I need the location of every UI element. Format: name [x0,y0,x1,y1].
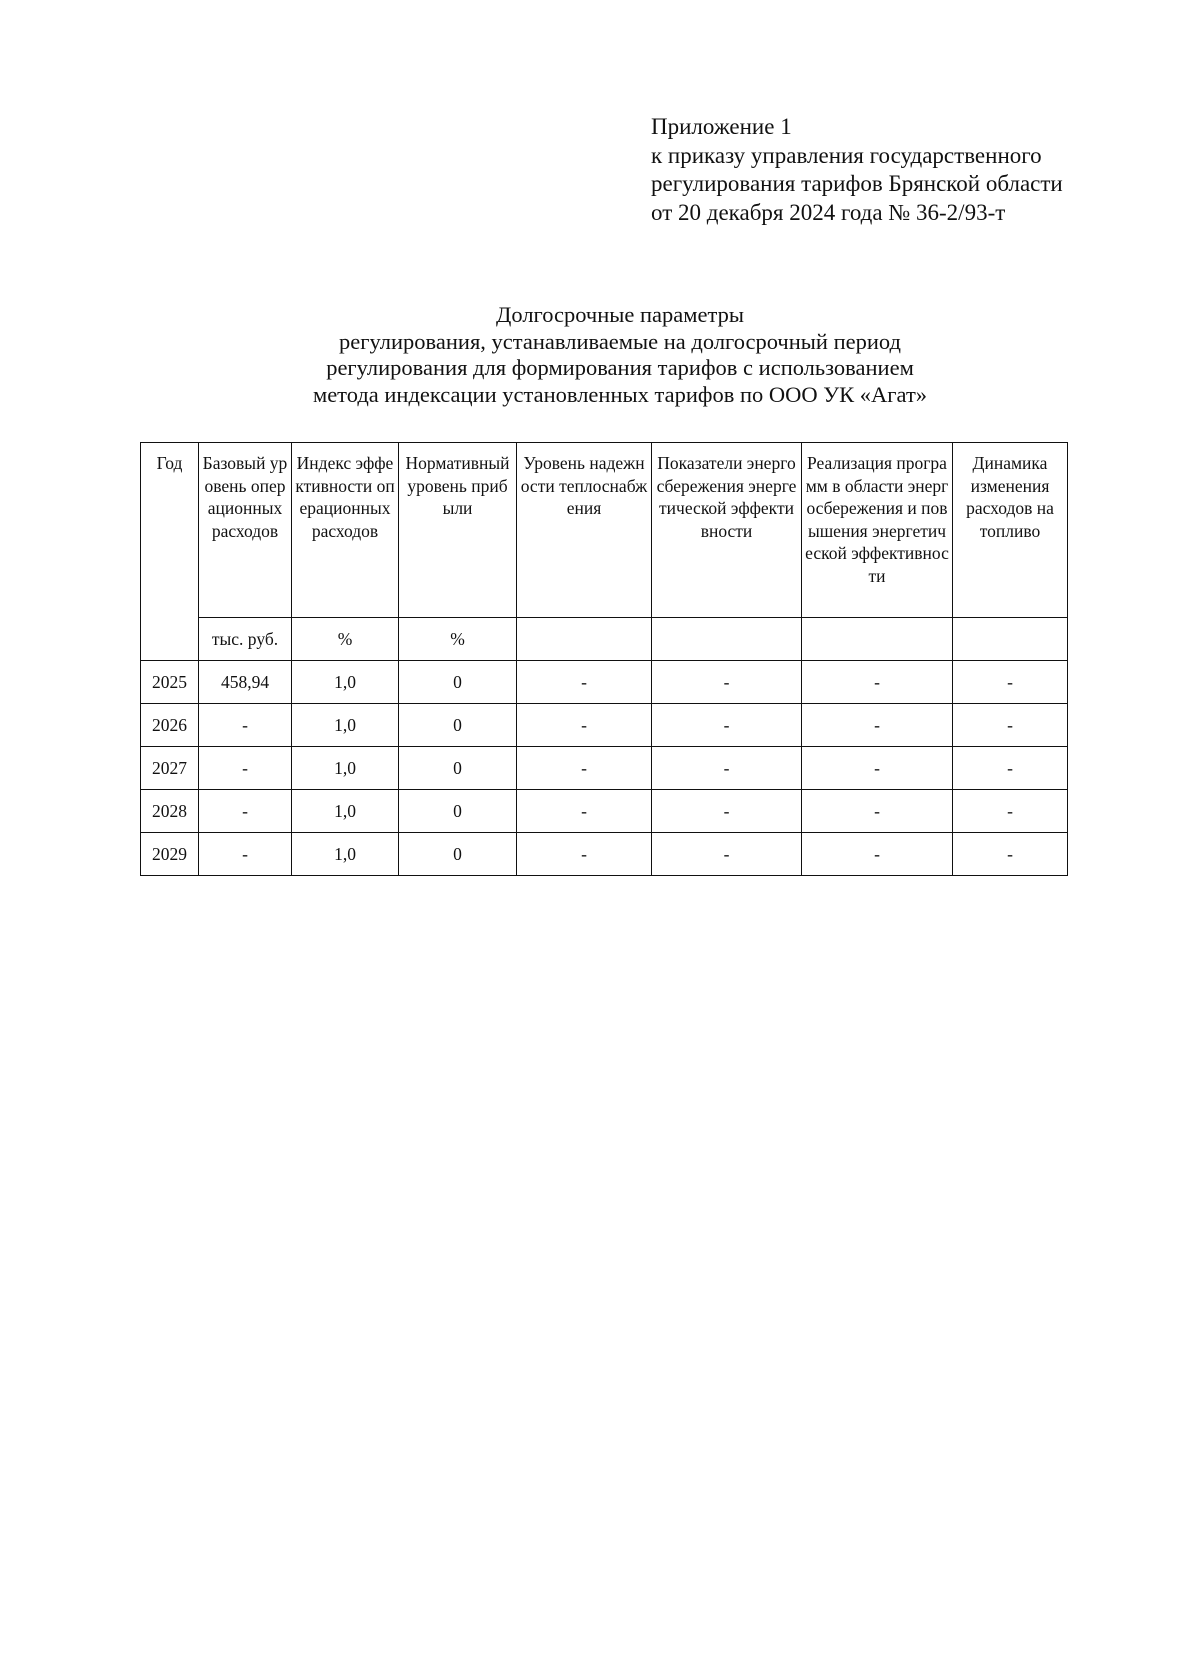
table-cell: 1,0 [292,747,399,790]
column-header-profit-level: Нормативный уровень прибыли [399,443,517,618]
title-line: регулирования, устанавливаемые на долгосрочный период [339,328,901,354]
table-cell: - [652,747,802,790]
table-cell: - [953,661,1068,704]
table-row [141,747,1068,790]
appendix-block [651,113,1063,227]
table-cell: - [652,833,802,876]
table-row [141,790,1068,833]
table-cell: 1,0 [292,661,399,704]
table-cell: - [802,704,953,747]
year-cell: 2025 [141,661,199,704]
table-cell: - [652,790,802,833]
table-cell: 0 [399,790,517,833]
table-cell: - [517,704,652,747]
title-line: метода индексации установленных тарифов по ООО УК «Агат» [312,381,928,407]
table-cell: - [517,833,652,876]
column-header-base-opex: Базовый уровень операционных расходов [199,443,292,618]
unit-cell [517,618,652,661]
table-cell: - [199,704,292,747]
table-cell: - [517,747,652,790]
unit-cell: тыс. руб. [199,618,292,661]
appendix-line: к приказу управления государственного [651,142,1042,168]
column-header-fuel-dynamics: Динамика изменения расходов на топливо [953,443,1068,618]
table-cell: - [517,661,652,704]
unit-cell [953,618,1068,661]
table-cell: - [517,790,652,833]
table-cell: 1,0 [292,833,399,876]
year-cell: 2027 [141,747,199,790]
table-cell: 0 [399,747,517,790]
header-row [141,443,1068,618]
table-cell: - [953,790,1068,833]
table-cell: - [802,661,953,704]
table-row [141,833,1068,876]
appendix-line: регулирования тарифов Брянской области [651,171,1063,196]
parameters-table [140,442,1068,876]
column-header-efficiency-index: Индекс эффективности операционных расходов [292,443,399,618]
table-row [141,661,1068,704]
table-cell: - [802,747,953,790]
table-cell: 0 [399,661,517,704]
table-cell: 1,0 [292,704,399,747]
table-cell: - [802,790,953,833]
appendix-line: от 20 декабря 2024 года № 36-2/93-т [651,199,1006,225]
unit-cell [802,618,953,661]
year-cell: 2026 [141,704,199,747]
table-cell: - [953,833,1068,876]
unit-cell: % [292,618,399,661]
table-cell: 0 [399,704,517,747]
document-title [240,302,1000,408]
unit-cell: % [399,618,517,661]
table-row [141,704,1068,747]
column-header-year: Год [141,443,199,661]
table-cell: 1,0 [292,790,399,833]
table-cell: - [652,704,802,747]
table-cell: - [802,833,953,876]
appendix-line: Приложение 1 [651,114,792,139]
column-header-programs: Реализация программ в области энергосбережения и повышения энергетической эффективности [802,443,953,618]
table-cell: - [652,661,802,704]
year-cell: 2028 [141,790,199,833]
table-cell: - [199,747,292,790]
table-cell: 458,94 [199,661,292,704]
table-cell: - [953,704,1068,747]
table-cell: - [199,833,292,876]
table-cell: - [199,790,292,833]
title-line: регулирования для формирования тарифов с использованием [326,355,914,380]
units-row [141,618,1068,661]
column-header-energy-saving: Показатели энергосбережения энергетической эффективности [652,443,802,618]
title-line: Долгосрочные параметры [496,302,744,327]
unit-cell [652,618,802,661]
table-cell: - [953,747,1068,790]
year-cell: 2029 [141,833,199,876]
column-header-reliability: Уровень надежности теплоснабжения [517,443,652,618]
table-cell: 0 [399,833,517,876]
